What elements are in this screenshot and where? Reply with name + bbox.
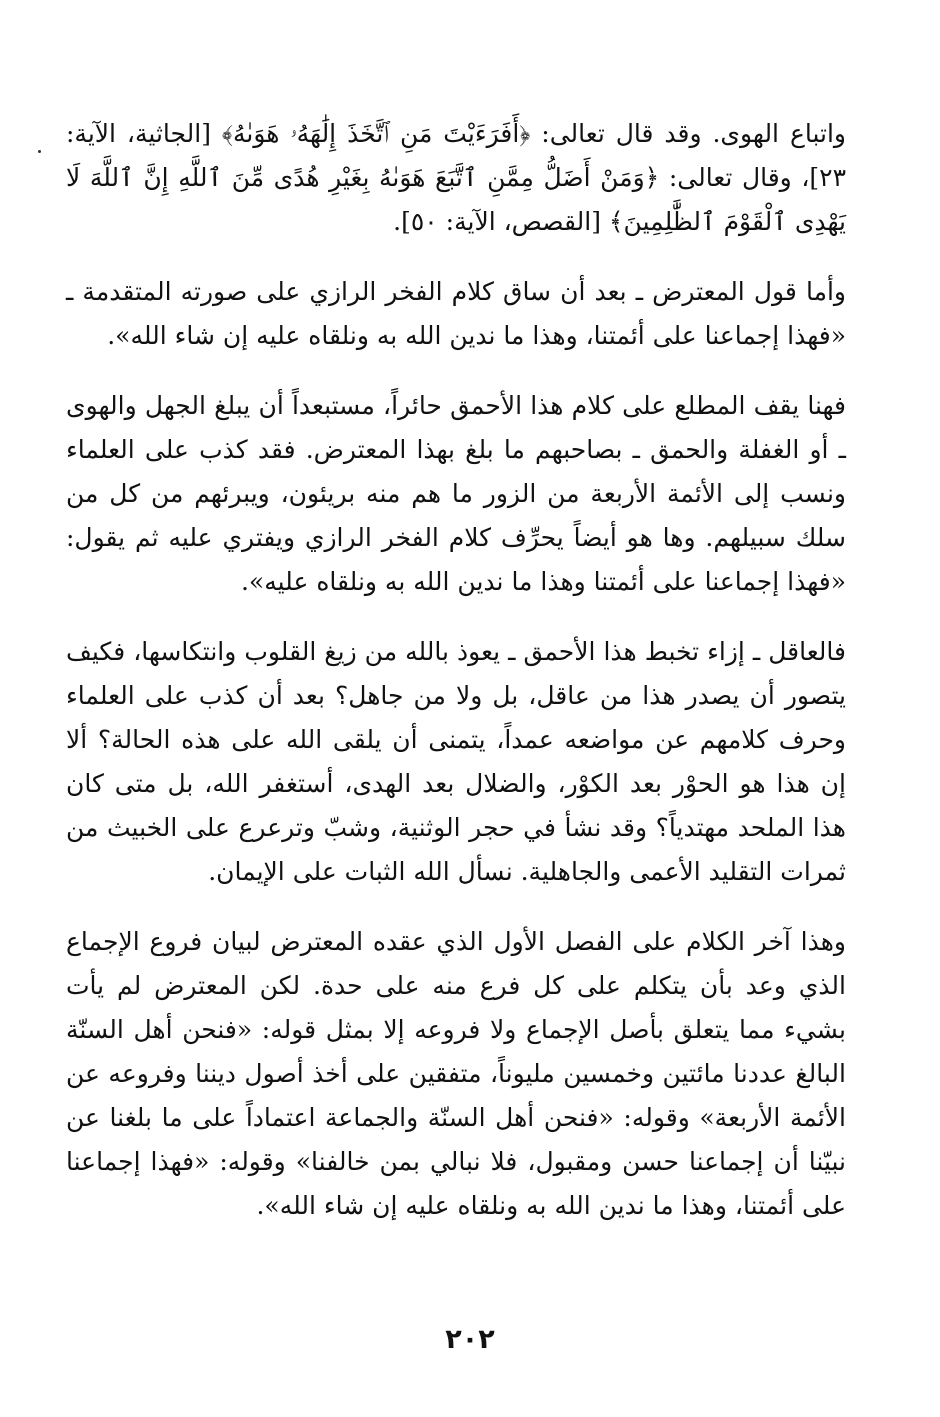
- paragraph-quran-verses: واتباع الهوى. وقد قال تعالى: ﴿أَفَرَءَيْتَ مَنِ ٱتَّخَذَ إِلَٰهَهُۥ هَوَىٰهُ﴾ [الجاثية، الآية: ٢٣]، وقال تعالى: ﴿وَمَنْ أَضَلُّ مِمَّنِ ٱتَّبَعَ هَوَىٰهُ بِغَيْرِ هُدًى مِّنَ ٱللَّهِ إِنَّ ٱللَّهَ لَا يَهْدِى ٱلْقَوْمَ ٱلظَّٰلِمِينَ﴾ [القصص، الآية: ٥٠].: [66, 119, 846, 236]
- document-body: [66, 112, 846, 1228]
- page-number: ٢٠٢: [445, 1324, 495, 1355]
- paragraph-chapter-conclusion: وهذا آخر الكلام على الفصل الأول الذي عقده المعترض لبيان فروع الإجماع الذي وعد بأن يتكلم على كل فرع منه على حدة. لكن المعترض لم يأت بشيء مما يتعلق بأصل الإجماع ولا فروعه إلا بمثل قوله: «فنحن أهل السنّة البالغ عددنا مائتين وخمسين مليوناً، متفقين على أخذ أصول ديننا وفروعه عن الأئمة الأربعة» وقوله: «فنحن أهل السنّة والجماعة اعتماداً على ما بلغنا عن نبيّنا أن إجماعنا حسن ومقبول، فلا نبالي بمن خالفنا» وقوله: «فهذا إجماعنا على أئمتنا، وهذا ما ندين الله به ونلقاه عليه إن شاء الله».: [66, 927, 846, 1220]
- paragraph-reader-reaction: فهنا يقف المطلع على كلام هذا الأحمق حائراً، مستبعداً أن يبلغ الجهل والهوى ـ أو الغفلة والحمق ـ بصاحبهم ما بلغ بهذا المعترض. فقد كذب على العلماء ونسب إلى الأئمة الأربعة من الزور ما هم منه بريئون، ويبرئهم من كل من سلك سبيلهم. وها هو أيضاً يحرِّف كلام الفخر الرازي ويفتري عليه ثم يقول: «فهذا إجماعنا على أئمتنا وهذا ما ندين الله به ونلقاه عليه».: [66, 391, 846, 596]
- paragraph-sensible-reader: فالعاقل ـ إزاء تخبط هذا الأحمق ـ يعوذ بالله من زيغ القلوب وانتكاسها، فكيف يتصور أن يصدر هذا من عاقل، بل ولا من جاهل؟ بعد أن كذب على العلماء وحرف كلامهم عن مواضعه عمداً، يتمنى أن يلقى الله على هذه الحالة؟ ألا إن هذا هو الحوْر بعد الكوْر، والضلال بعد الهدى، أستغفر الله، بل متى كان هذا الملحد مهتدياً؟ وقد نشأ في حجر الوثنية، وشبّ وترعرع على الخبيث من ثمرات التقليد الأعمى والجاهلية. نسأل الله الثبات على الإيمان.: [66, 637, 846, 886]
- paragraph-objector-quote: وأما قول المعترض ـ بعد أن ساق كلام الفخر الرازي على صورته المتقدمة ـ «فهذا إجماعنا على أئمتنا، وهذا ما ندين الله به ونلقاه عليه إن شاء الله».: [66, 277, 846, 350]
- scan-speck: [38, 150, 41, 153]
